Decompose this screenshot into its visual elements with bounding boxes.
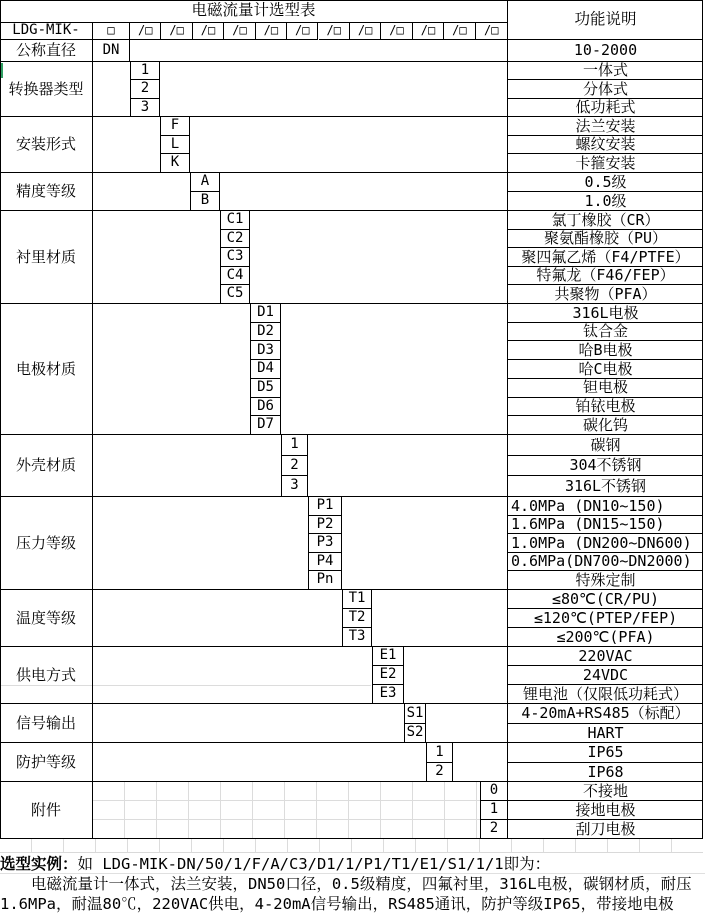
code-cell: S1 [404,704,426,724]
row-label: 压力等级 [0,497,93,590]
value-cell: 特殊定制 [507,571,703,590]
code-cell: 3 [281,476,308,497]
value-cell: 哈C电极 [507,360,703,379]
code-checkbox: /□ [319,23,350,40]
code-cell: 1 [130,62,160,80]
spacer [250,211,507,304]
spacer [93,782,480,839]
spacer [308,435,507,497]
value-cell: 碳钢 [507,435,703,456]
value-cell: 共聚物（PFA） [507,285,703,304]
code-cell: D5 [250,379,281,398]
value-cell: 24VDC [507,666,703,685]
code-checkbox: /□ [287,23,318,40]
code-cell: 2 [281,456,308,477]
value-cell: 4-20mA+RS485（标配） [507,704,703,724]
row-label: 公称直径 [0,40,93,62]
spacer [130,40,507,62]
row-label: 电极材质 [0,304,93,435]
spacer [93,497,308,590]
value-cell: 1.0级 [507,192,703,211]
code-checkbox: /□ [224,23,255,40]
value-cell: 聚氨酯橡胶（PU） [507,230,703,249]
spacer [93,211,220,304]
code-cell: K [160,154,190,173]
model-prefix: LDG-MIK- [0,23,93,40]
spacer [342,497,507,590]
value-cell: 316L电极 [507,304,703,323]
code-cell: 0 [480,782,507,801]
spacer [93,743,426,782]
value-cell: 卡箍安装 [507,154,703,173]
code-cell: Pn [308,571,342,590]
example-lead: 选型实例： [0,855,78,873]
value-cell: ≤200℃(PFA) [507,628,703,647]
example-description: 电磁流量计一体式，法兰安装，DN50口径，0.5级精度，四氟衬里，316L电极，碳钢材质，耐压1.6MPa，耐温80℃，220VAC供电，4-20mA信号输出，RS485通讯，防护等级IP65，带接地电极 [0,875,692,913]
code-checkbox: /□ [381,23,412,40]
spacer [281,304,507,435]
row-label: 衬里材质 [0,211,93,304]
row-label: 防护等级 [0,743,93,782]
value-cell: 法兰安装 [507,117,703,136]
code-cell: P3 [308,534,342,553]
spacer [93,590,342,647]
value-cell: ≤120℃(PTEP/FEP) [507,609,703,628]
value-cell: ≤80℃(CR/PU) [507,590,703,609]
value-cell: 刮刀电极 [507,820,703,839]
code-cell: 1 [426,743,453,763]
code-checkbox: /□ [256,23,287,40]
spacer [160,62,507,117]
row-label: 供电方式 [0,647,93,704]
row-label: 附件 [0,782,93,839]
example-intro: 如 LDG-MIK-DN/50/1/F/A/C3/D1/1/P1/T1/E1/S1/1/1即为： [77,855,551,873]
code-cell: C2 [220,230,250,249]
value-cell: 一体式 [507,62,703,80]
code-cell: E3 [372,685,404,704]
code-cell: E2 [372,666,404,685]
value-cell: 0.6MPa(DN700~DN2000) [507,553,703,572]
value-cell: 10-2000 [507,40,703,62]
code-cell: T3 [342,628,372,647]
dn-checkbox: □ [93,23,130,40]
value-cell: 接地电极 [507,801,703,820]
value-cell: 聚四氟乙烯（F4/PTFE） [507,248,703,267]
code-cell: C4 [220,267,250,286]
value-cell: 哈B电极 [507,341,703,360]
value-cell: 氯丁橡胶（CR） [507,211,703,230]
code-checkbox: /□ [444,23,475,40]
code-cell: 3 [130,99,160,117]
code-checkbox: /□ [476,23,507,40]
value-cell: 钛合金 [507,323,703,342]
code-cell: 2 [130,80,160,98]
value-cell: 分体式 [507,80,703,98]
code-checkbox: /□ [350,23,381,40]
code-cell: 2 [426,763,453,783]
code-cell: A [190,173,220,192]
grid-strip [0,839,703,853]
code-cell: D3 [250,341,281,360]
value-cell: 不接地 [507,782,703,801]
spacer [404,647,507,704]
code-cell: 1 [281,435,308,456]
code-checkbox: /□ [193,23,224,40]
value-cell: 锂电池（仅限低功耗式） [507,685,703,704]
spacer [93,304,250,435]
code-cell: T1 [342,590,372,609]
value-cell: IP68 [507,763,703,783]
value-cell: 4.0MPa (DN10~150) [507,497,703,516]
code-cell: P1 [308,497,342,516]
row-label: 安装形式 [0,117,93,173]
value-cell: 304不锈钢 [507,456,703,477]
value-cell: 特氟龙（F46/FEP） [507,267,703,286]
spacer [93,435,281,497]
spacer [426,704,507,743]
code-cell: T2 [342,609,372,628]
spacer [93,647,372,704]
row-label: 精度等级 [0,173,93,211]
code-checkbox: /□ [130,23,161,40]
code-checkbox: /□ [161,23,192,40]
code-cell: DN [93,40,130,62]
spacer [93,117,160,173]
code-cell: C3 [220,248,250,267]
code-cell: D7 [250,416,281,435]
row-label: 信号输出 [0,704,93,743]
row-label: 转换器类型 [0,62,93,117]
code-cell: L [160,136,190,155]
spacer [93,173,190,211]
spacer [93,62,130,117]
code-cell: C5 [220,285,250,304]
value-cell: 钽电极 [507,379,703,398]
spacer [93,704,404,743]
code-cell: D2 [250,323,281,342]
value-cell: 1.0MPa (DN200~DN600) [507,534,703,553]
value-cell: 0.5级 [507,173,703,192]
code-cell: D4 [250,360,281,379]
value-cell: 铂铱电极 [507,398,703,417]
code-cell: F [160,117,190,136]
spacer [190,117,507,173]
code-cell: 1 [480,801,507,820]
value-cell: 碳化钨 [507,416,703,435]
table-title: 电磁流量计选型表 [0,0,507,23]
code-cell: S2 [404,724,426,744]
value-cell: 螺纹安装 [507,136,703,155]
value-cell: HART [507,724,703,744]
value-cell: 220VAC [507,647,703,666]
code-checkbox: /□ [413,23,444,40]
code-cell: P4 [308,553,342,572]
code-cell: D1 [250,304,281,323]
value-cell: 低功耗式 [507,99,703,117]
value-cell: IP65 [507,743,703,763]
row-label: 外壳材质 [0,435,93,497]
function-column-header: 功能说明 [507,0,703,40]
value-cell: 316L不锈钢 [507,476,703,497]
code-cell: C1 [220,211,250,230]
spacer [220,173,507,211]
value-cell: 1.6MPa (DN15~150) [507,516,703,535]
row-label: 温度等级 [0,590,93,647]
example-heading [0,853,705,874]
code-cell: P2 [308,516,342,535]
spacer [372,590,507,647]
code-cell: E1 [372,647,404,666]
spacer [453,743,507,782]
code-cell: 2 [480,820,507,839]
code-cell: B [190,192,220,211]
code-cell: D6 [250,398,281,417]
